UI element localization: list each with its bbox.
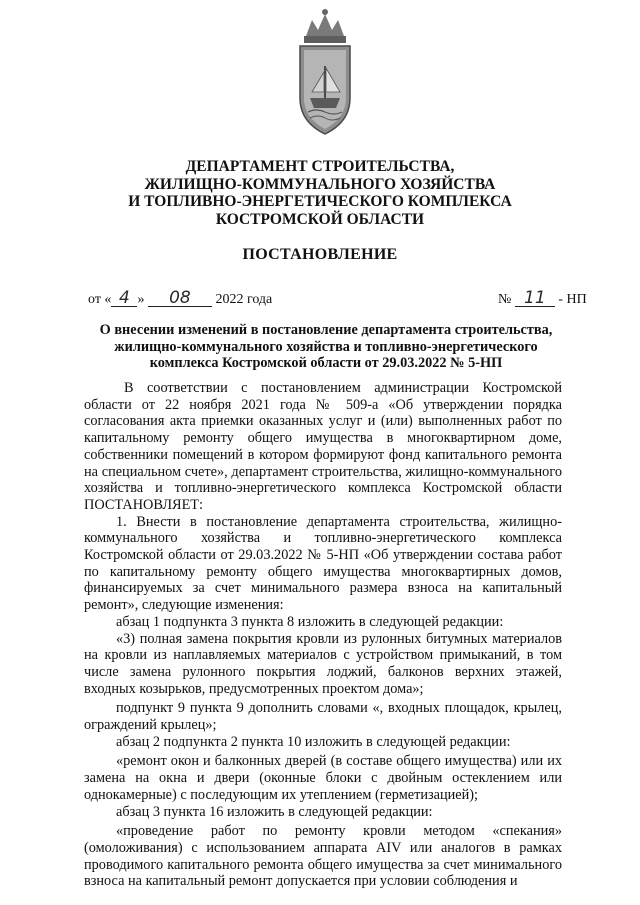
document-body	[84, 380, 562, 890]
department-line: ЖИЛИЩНО-КОММУНАЛЬНОГО ХОЗЯЙСТВА	[144, 175, 496, 193]
paragraph: абзац 2 подпункта 2 пункта 10 изложить в следующей редакции:	[116, 733, 511, 750]
paragraph-item-1: 1. Внести в постановление департамента строительства, жилищно-коммунального хозяйства и топливно-энергетического комплекса Костромской области от 29.03.2022 № 5-НП «Об утверждении состава работ по капитальному ремонту общего имущества многоквартирных домов, финансируемых за счет минимального размера взноса на капитальный ремонт», следующие изменения:	[84, 513, 562, 614]
document-type: ПОСТАНОВЛЕНИЕ	[242, 246, 398, 263]
date-suffix: 2022 года	[215, 292, 273, 307]
paragraph-quote: «ремонт окон и балконных дверей (в составе общего имущества) или их замена на окна и двери (оконные блоки с двойным остеклением или однокамерные) с последующим их утеплением (герметизацией);	[84, 753, 562, 803]
date-prefix: от «	[88, 292, 112, 307]
paragraph-preamble: В соответствии с постановлением администрации Костромской области от 22 ноября 2021 года № 509-а «Об утверждении порядка согласования акта приемки оказанных услуг и (или) выполненных работ по капитальному ремонту общего имущества в многоквартирном доме, собственники помещений в котором формируют фонд капитального ремонта на специальном счете», департамент строительства, жилищно-коммунального хозяйства и топливно-энергетического комплекса Костромской области ПОСТАНОВЛЯЕТ:	[84, 380, 562, 513]
paragraph: абзац 1 подпункта 3 пункта 8 изложить в следующей редакции:	[116, 613, 504, 630]
number-suffix: - НП	[558, 292, 587, 307]
title-line: О внесении изменений в постановление департамента строительства,	[99, 322, 553, 338]
coat-of-arms-emblem	[286, 6, 364, 146]
paragraph: абзац 3 пункта 16 изложить в следующей редакции:	[116, 803, 433, 820]
date-day: 4	[111, 290, 137, 307]
date-month: 08	[148, 290, 212, 307]
title-line: комплекса Костромской области от 29.03.2022 № 5-НП	[149, 355, 503, 371]
department-name	[100, 158, 540, 228]
document-number	[498, 290, 587, 308]
department-line: КОСТРОМСКОЙ ОБЛАСТИ	[215, 210, 425, 228]
title-line: жилищно-коммунального хозяйства и топливно-энергетического	[114, 338, 538, 355]
department-line: И ТОПЛИВНО-ЭНЕРГЕТИЧЕСКОГО КОМПЛЕКСА	[128, 193, 512, 210]
paragraph-quote: «3) полная замена покрытия кровли из рулонных битумных материалов на кровли из наплавляемых материалов с устройством примыканий, в том числе замена рулонного покрытия лоджий, балконов верхних этажей, входных козырьков, предусмотренных проектом дома»;	[84, 630, 562, 697]
document-title	[96, 322, 556, 372]
number-prefix: №	[498, 292, 512, 307]
number-value: 11	[515, 290, 555, 307]
paragraph-quote: «проведение работ по ремонту кровли методом «спекания» (омоложивания) с использованием аппарата AIV или аналогов в рамках проводимого капитального ремонта общего имущества за счет минимального взноса на капитальный ремонт допускается при условии соблюдения и	[84, 823, 562, 890]
department-line: ДЕПАРТАМЕНТ СТРОИТЕЛЬСТВА,	[185, 158, 455, 175]
date-mid: »	[137, 292, 145, 307]
date-line	[88, 290, 272, 308]
paragraph: подпункт 9 пункта 9 дополнить словами «, входных площадок, крылец, ограждений крылец»;	[84, 700, 562, 734]
